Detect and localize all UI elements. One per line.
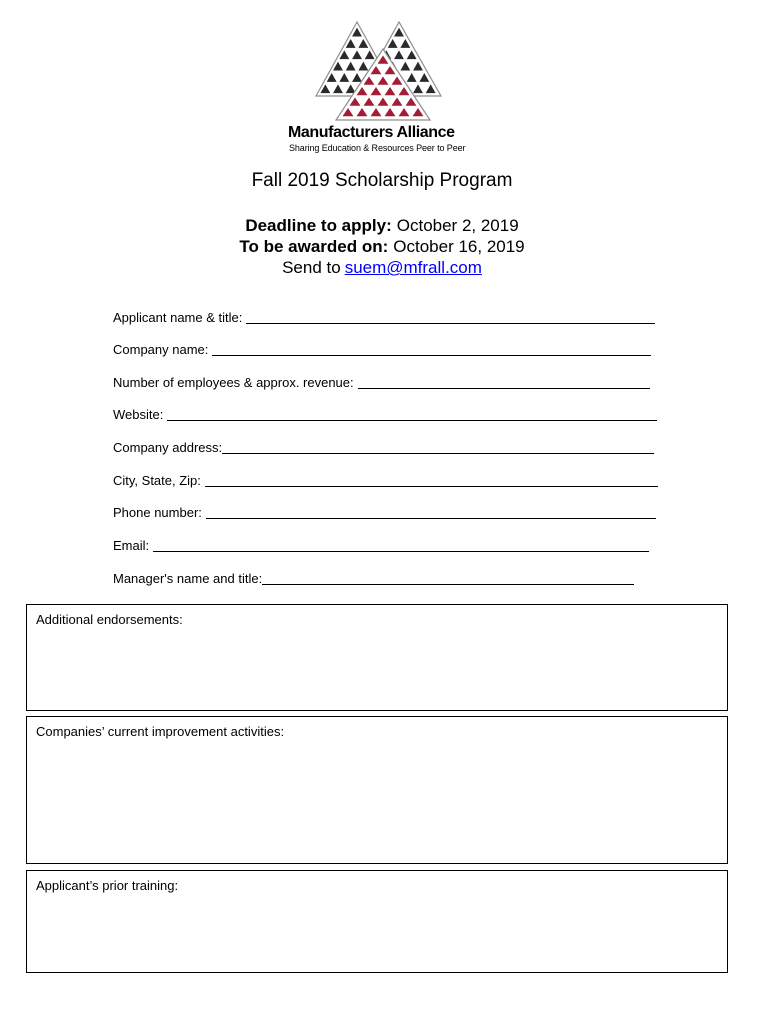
website-input[interactable]: [167, 407, 657, 421]
email-link[interactable]: suem@mfrall.com: [344, 258, 482, 277]
additional-endorsements-textarea[interactable]: [35, 633, 719, 704]
city-state-zip-input[interactable]: [205, 473, 658, 487]
field-label: City, State, Zip:: [113, 473, 201, 488]
email-input[interactable]: [153, 538, 649, 552]
box-label: Additional endorsements:: [36, 612, 183, 627]
send-label: Send to: [282, 258, 341, 277]
prior-training-textarea[interactable]: [35, 899, 719, 966]
field-label: Manager's name and title:: [113, 571, 263, 586]
deadline-value: October 2, 2019: [396, 216, 519, 235]
award-label: To be awarded on:: [239, 237, 389, 256]
additional-endorsements-box: [26, 604, 728, 711]
box-label: Applicant’s prior training:: [36, 878, 179, 893]
field-label: Email:: [113, 538, 150, 553]
award-value: October 16, 2019: [393, 237, 525, 256]
field-label: Website:: [113, 407, 164, 422]
field-email: [113, 538, 649, 554]
field-applicant-name: [113, 310, 655, 326]
improvement-activities-textarea[interactable]: [35, 745, 719, 857]
applicant-name-input[interactable]: [246, 310, 655, 324]
employees-revenue-input[interactable]: [358, 375, 650, 389]
company-address-input[interactable]: [222, 440, 654, 454]
field-label: Phone number:: [113, 505, 202, 520]
field-label: Company address:: [113, 440, 223, 455]
award-date-line: [0, 237, 764, 257]
field-city-state-zip: [113, 473, 658, 489]
field-website: [113, 407, 657, 423]
company-name-input[interactable]: [212, 342, 651, 356]
field-label: Company name:: [113, 342, 209, 357]
field-manager-name: [113, 571, 634, 587]
manager-name-input[interactable]: [262, 571, 634, 585]
phone-number-input[interactable]: [206, 505, 656, 519]
deadline-label: Deadline to apply:: [245, 216, 392, 235]
field-label: Number of employees & approx. revenue:: [113, 375, 354, 390]
field-phone-number: [113, 505, 656, 521]
box-label: Companies’ current improvement activities:: [36, 724, 285, 739]
field-label: Applicant name & title:: [113, 310, 243, 325]
page-title: Fall 2019 Scholarship Program: [251, 170, 513, 191]
manufacturers-alliance-logo: [0, 0, 770, 125]
improvement-activities-box: [26, 716, 728, 864]
field-company-address: [113, 440, 654, 456]
brand-tagline: Sharing Education & Resources Peer to Peer: [289, 143, 466, 153]
deadline-line: [0, 216, 764, 236]
field-employees-revenue: [113, 375, 650, 391]
brand-name: Manufacturers Alliance: [288, 124, 455, 141]
field-company-name: [113, 342, 651, 358]
send-to-line: [0, 258, 764, 278]
prior-training-box: [26, 870, 728, 973]
